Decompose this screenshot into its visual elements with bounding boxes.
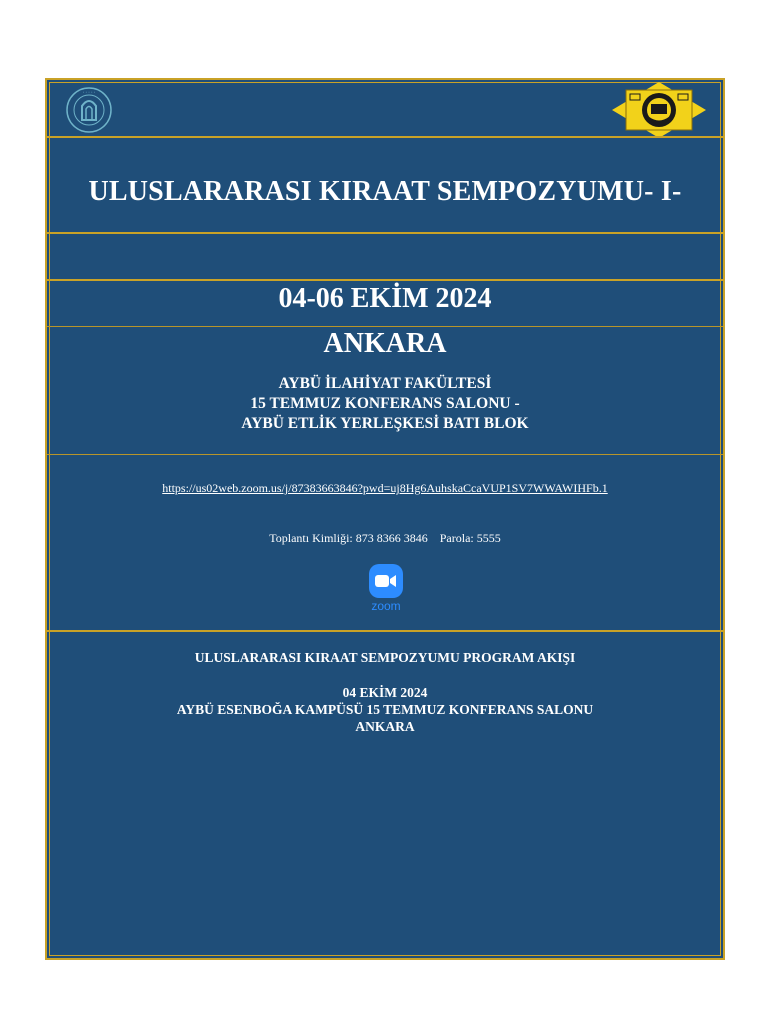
program-date: 04 EKİM 2024 — [342, 685, 428, 700]
venue-line: 15 TEMMUZ KONFERANS SALONU - — [250, 395, 520, 412]
divider-title — [47, 232, 723, 234]
event-venue — [47, 374, 723, 434]
meeting-credentials — [47, 531, 723, 546]
poster-frame — [45, 78, 725, 960]
divider-header — [47, 136, 723, 138]
program-city: ANKARA — [355, 719, 415, 734]
zoom-meeting-link[interactable]: https://us02web.zoom.us/j/87383663846?pwd=uj8Hg6AuhskaCcaVUP1SV7WWAWIHFb.1 — [162, 481, 608, 495]
program-location: AYBÜ ESENBOĞA KAMPÜSÜ 15 TEMMUZ KONFERANS SALONU — [176, 702, 594, 717]
zoom-wordmark: zoom — [371, 599, 401, 613]
password-value: 5555 — [476, 531, 501, 545]
ilahiyat-faculty-emblem-logo — [610, 80, 708, 140]
divider-venue — [47, 454, 723, 455]
event-dates: 04-06 EKİM 2024 — [278, 283, 492, 314]
zoom-video-camera-icon — [369, 564, 403, 598]
poster-title: ULUSLARARASI KIRAAT SEMPOZYUMU- I- — [88, 176, 682, 207]
meeting-id-label: Toplantı Kimliği: — [269, 531, 353, 545]
password-label: Parola: — [439, 531, 474, 545]
divider-empty-band — [47, 279, 723, 281]
aybu-university-seal-logo — [65, 84, 113, 136]
program-details — [47, 684, 723, 735]
zoom-logo[interactable] — [362, 564, 410, 613]
event-city: ANKARA — [323, 328, 447, 359]
divider-online — [47, 630, 723, 632]
poster-inner-border — [49, 82, 721, 956]
venue-line: AYBÜ ETLİK YERLEŞKESİ BATI BLOK — [241, 415, 529, 432]
divider-dates — [47, 326, 723, 327]
venue-line: AYBÜ İLAHİYAT FAKÜLTESİ — [278, 375, 492, 392]
program-heading: ULUSLARARASI KIRAAT SEMPOZYUMU PROGRAM AKIŞI — [194, 650, 576, 665]
svg-text:• • • • •: • • • • • — [82, 90, 96, 94]
meeting-id: 873 8366 3846 — [355, 531, 428, 545]
